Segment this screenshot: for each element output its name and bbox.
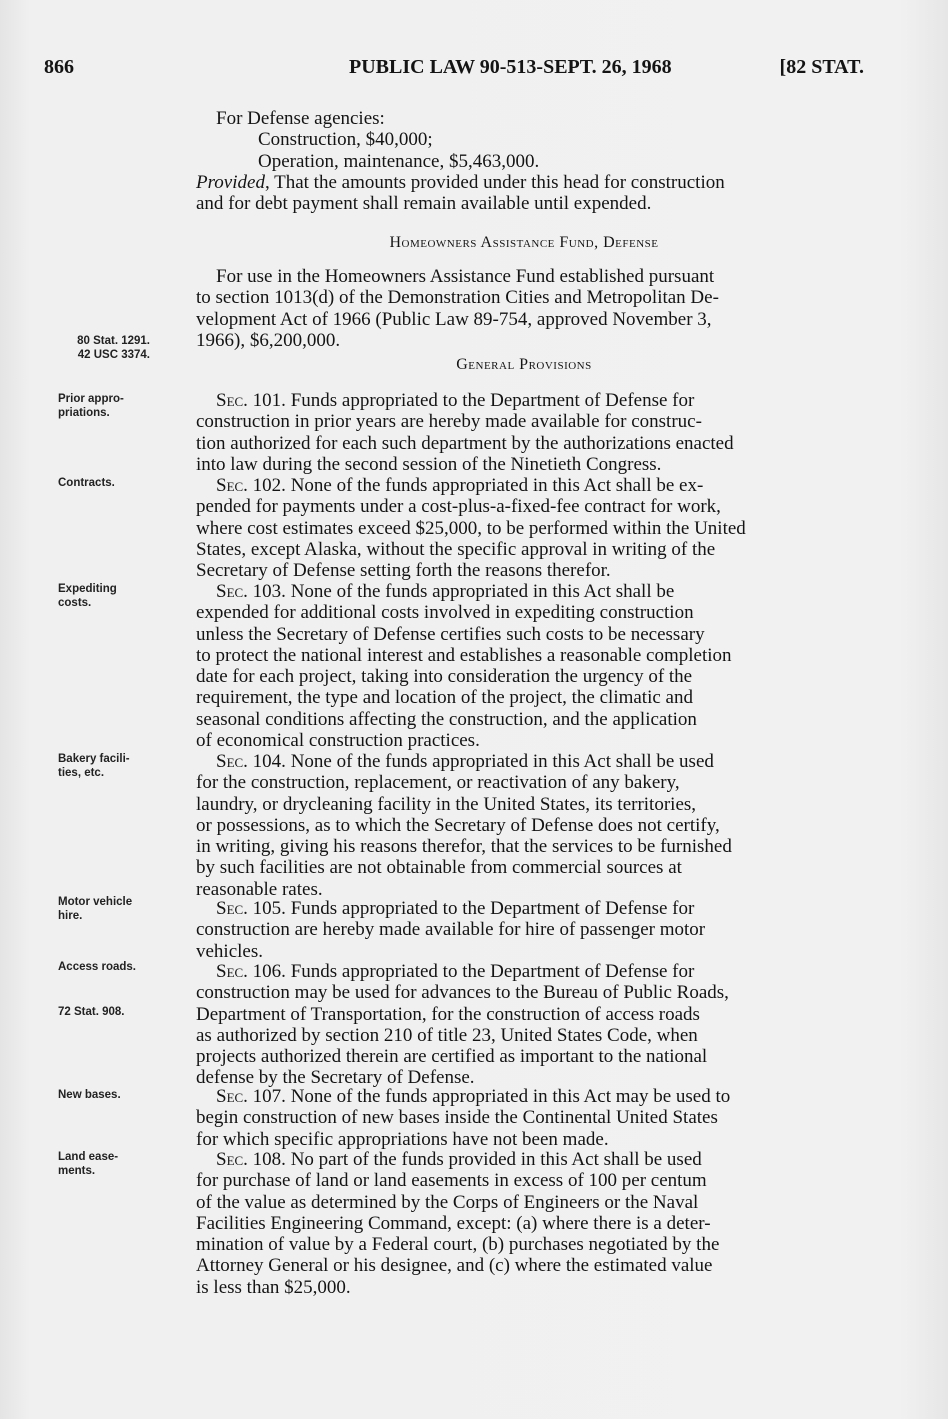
text-line: of economical construction practices. [196,730,480,752]
text-line: Facilities Engineering Command, except: (a) where there is a deter- [196,1212,711,1234]
proviso-italic: Provided [196,171,265,193]
text-line: Funds appropriated to the Department of Defense for [285,961,695,982]
text-line: 1966), $6,200,000. [196,329,341,351]
text-line: of the value as determined by the Corps of Engineers or the Naval [196,1191,699,1213]
section-label: Sec. 105. [216,898,286,919]
text-line: in writing, giving his reasons therefor, that the services to be furnished [196,836,732,858]
section-label: Sec. 107. [216,1086,286,1107]
section-label: Sec. 106. [216,961,286,982]
defense-agencies-block [196,108,852,214]
text-line: construction may be used for advances to the Bureau of Public Roads, [196,982,729,1004]
proviso-line-1 [196,172,852,193]
text-line: by such facilities are not obtainable from commercial sources at [196,857,682,879]
homeowners-heading: Homeowners Assistance Fund, Defense [389,234,659,251]
margin-note-new-bases: New bases. [58,1089,121,1101]
text-line: begin construction of new bases inside the Continental United States [196,1107,718,1129]
text-line: construction are hereby made available for hire of passenger motor [196,919,706,941]
section-label: Sec. 101. [216,390,286,411]
proviso-line-2: and for debt payment shall remain available until expended. [196,193,652,215]
operation-line: Operation, maintenance, $5,463,000. [258,150,540,172]
text-line: as authorized by section 210 of title 23, United States Code, when [196,1024,698,1046]
text-line: reasonable rates. [196,878,323,900]
section-105 [196,898,852,962]
text-line: velopment Act of 1966 (Public Law 89-754, approved November 3, [196,308,712,330]
text-line: to protect the national interest and establishes a reasonable completion [196,644,732,666]
text-line: laundry, or drycleaning facility in the United States, its territories, [196,793,697,815]
text-line: Funds appropriated to the Department of Defense for [285,390,695,411]
section-107 [196,1086,852,1150]
text-line: No part of the funds provided in this Act shall be used [285,1149,702,1170]
text-line: projects authorized therein are certified as important to the national [196,1046,708,1068]
text-line: Attorney General or his designee, and (c) where the estimated value [196,1255,713,1277]
statute-reference: [82 STAT. [779,56,864,78]
margin-note-bakery-facilities: Bakery facili- ties, etc. [58,753,130,779]
margin-note-access-roads: Access roads. [58,961,136,973]
homeowners-paragraph [196,266,852,351]
text-line: is less than $25,000. [196,1276,351,1298]
text-line: date for each project, taking into consideration the urgency of the [196,666,693,688]
text-line: States, except Alaska, without the specific approval in writing of the [196,538,716,560]
text-line: None of the funds appropriated in this Act shall be ex- [285,475,704,496]
text-line: None of the funds appropriated in this Act shall be used [285,751,714,772]
section-102 [196,475,852,581]
text-line: Secretary of Defense setting forth the reasons therefor. [196,560,611,582]
section-103 [196,581,852,751]
text-line: into law during the second session of the Ninetieth Congress. [196,453,662,475]
running-title: PUBLIC LAW 90-513-SEPT. 26, 1968 [349,56,672,78]
general-provisions-heading: General Provisions [456,356,592,373]
text-line: for the construction, replacement, or reactivation of any bakery, [196,772,680,794]
text-line: mination of value by a Federal court, (b) purchases negotiated by the [196,1234,720,1256]
section-label: Sec. 104. [216,751,286,772]
text-line: seasonal conditions affecting the construction, and the application [196,708,697,730]
section-label: Sec. 102. [216,475,286,496]
page-header [44,56,864,86]
text-line: For use in the Homeowners Assistance Fund established pursuant [216,266,715,287]
text-line: None of the funds appropriated in this Act shall be [285,581,675,602]
text-line: requirement, the type and location of the project, the climatic and [196,687,693,709]
text-line: or possessions, as to which the Secretary of Defense does not certify, [196,814,720,836]
section-label: Sec. 103. [216,581,286,602]
text-line: for which specific appropriations have not been made. [196,1128,609,1150]
margin-note-motor-vehicle-hire: Motor vehicle hire. [58,896,133,922]
text-line: None of the funds appropriated in this Act may be used to [285,1086,731,1107]
margin-note-42-usc: 42 USC 3374. [77,349,150,361]
text-line: expended for additional costs involved in expediting construction [196,602,694,624]
page-number: 866 [44,56,74,78]
margin-note-land-easements: Land ease- ments. [58,1151,119,1177]
section-104 [196,751,852,900]
defense-agencies-heading: For Defense agencies: [216,108,385,129]
section-101 [196,390,852,475]
construction-line: Construction, $40,000; [258,129,433,151]
text-line: tion authorized for each such department by the authorizations enacted [196,432,734,454]
margin-note-prior-appropriations: Prior appro- priations. [58,393,124,419]
text-line: unless the Secretary of Defense certifies such costs to be necessary [196,623,705,645]
text-line: Department of Transportation, for the construction of access roads [196,1003,700,1025]
text-line: where cost estimates exceed $25,000, to be performed within the United [196,517,746,539]
section-108 [196,1149,852,1298]
text-line: defense by the Secretary of Defense. [196,1067,475,1089]
margin-note-contracts: Contracts. [58,477,115,489]
text-line: to section 1013(d) of the Demonstration Cities and Metropolitan De- [196,287,719,309]
section-label: Sec. 108. [216,1149,286,1170]
proviso-rest: , That the amounts provided under this head for construction [264,171,725,193]
text-line: Funds appropriated to the Department of Defense for [285,898,695,919]
text-line: for purchase of land or land easements in excess of 100 per centum [196,1170,707,1192]
text-line: vehicles. [196,940,264,962]
margin-note-80-stat: 80 Stat. 1291. [77,335,150,347]
margin-note-72-stat: 72 Stat. 908. [58,1006,125,1018]
section-106 [196,961,852,1089]
text-line: construction in prior years are hereby made available for construc- [196,411,702,433]
text-line: pended for payments under a cost-plus-a-fixed-fee contract for work, [196,496,721,518]
margin-note-expediting-costs: Expediting costs. [58,583,117,609]
